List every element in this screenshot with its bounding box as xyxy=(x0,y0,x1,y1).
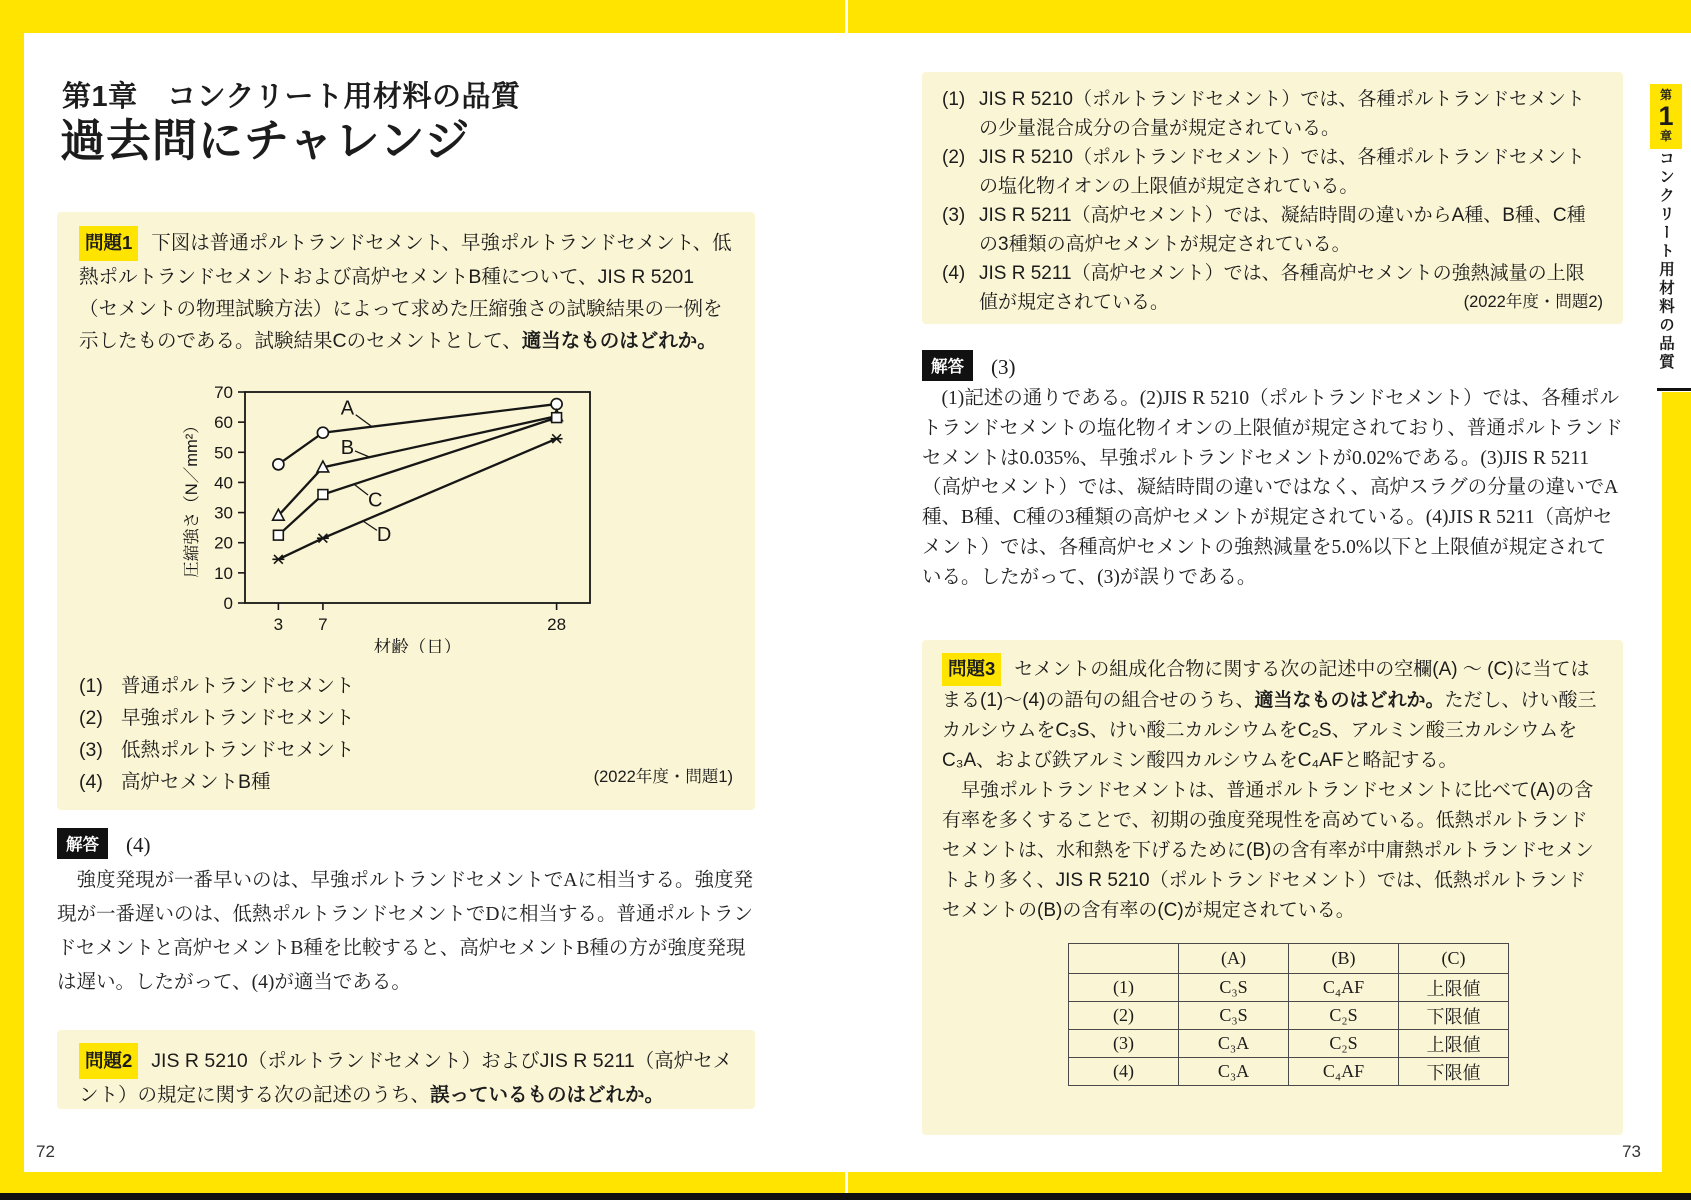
table-cell: C₄AF xyxy=(1289,1058,1399,1086)
table-row xyxy=(1069,1058,1509,1086)
option-item xyxy=(942,143,1603,201)
frame-bottom-edge xyxy=(0,1193,1691,1200)
option-item xyxy=(79,734,354,766)
problem2-source: (2022年度・問題2) xyxy=(1463,293,1603,311)
series-label-B: B xyxy=(340,436,355,459)
sidebar-rule xyxy=(1657,388,1691,391)
table-cell: 下限値 xyxy=(1399,1058,1509,1086)
compressive-strength-chart xyxy=(180,348,610,653)
problem1-statement-text: 下図は普通ポルトランドセメント、早強ポルトランドセメント、低熱ポルトランドセメントおよび高炉セメントB種について、JIS R 5201（セメントの物理試験方法）によって求めた圧縮強さの試験結果の一例を示したものである。試験結果Cのセメントとして、 xyxy=(79,232,732,352)
marker-circle xyxy=(551,399,562,410)
answer2-row xyxy=(922,350,1016,381)
marker-square xyxy=(318,490,328,500)
option-number: (2) xyxy=(942,147,966,168)
marker-circle xyxy=(317,427,328,438)
problem1-statement-emphasis: 適当なものはどれか。 xyxy=(521,330,717,352)
problem2-statement-emphasis: 誤っているものはどれか。 xyxy=(430,1084,665,1106)
table-cell: C₂S xyxy=(1289,1002,1399,1030)
chapter-heading: 第1章 コンクリート用材料の品質 xyxy=(62,81,521,113)
answer1-row xyxy=(57,828,151,859)
problem2-statement xyxy=(79,1043,733,1112)
problem1-statement xyxy=(79,226,733,357)
table-cell: (3) xyxy=(1069,1030,1179,1058)
x-tick-label: 7 xyxy=(318,615,328,634)
page-gutter-bottom xyxy=(845,1172,848,1193)
problem3-statement-pre: セメントの組成化合物に関する次の記述中の空欄(A) ～ (C)に当てはまる(1)～(4)の語句の組合せのうち、 xyxy=(942,659,1590,711)
table-cell: C₄AF xyxy=(1289,974,1399,1002)
problem1-box xyxy=(57,212,755,810)
y-axis-label: 圧縮強さ（N／mm²） xyxy=(183,417,201,578)
option-item xyxy=(79,670,354,702)
y-tick-label: 0 xyxy=(223,594,233,613)
problem2-box xyxy=(57,1030,755,1109)
option-text: JIS R 5211（高炉セメント）では、各種高炉セメントの強熱減量の上限値が規定されている。 xyxy=(979,263,1585,313)
table-cell: 下限値 xyxy=(1399,1002,1509,1030)
series-label-C: C xyxy=(367,489,383,512)
answer2-value: (3) xyxy=(991,355,1016,379)
series-label-leader-D xyxy=(363,521,377,530)
table-cell: C₃A xyxy=(1179,1030,1289,1058)
page-number-left: 72 xyxy=(36,1142,55,1161)
table-header-cell: (C) xyxy=(1399,944,1509,974)
frame-left-band xyxy=(0,0,24,1193)
y-tick-label: 20 xyxy=(214,533,233,553)
table-header-row xyxy=(1069,944,1509,974)
chapter-tab xyxy=(1650,84,1682,149)
option-number: (3) xyxy=(942,205,966,226)
table-cell: (1) xyxy=(1069,974,1179,1002)
table-cell: 上限値 xyxy=(1399,974,1509,1002)
option-text: JIS R 5211（高炉セメント）では、凝結時間の違いからA種、B種、C種の3種類の高炉セメントが規定されている。 xyxy=(979,205,1586,255)
series-label-A: A xyxy=(340,397,355,420)
option-text: 高炉セメントB種 xyxy=(121,771,271,793)
problem2-options-box xyxy=(922,72,1623,324)
chapter-tab-prefix: 第 xyxy=(1659,88,1672,102)
table-header-cell: (A) xyxy=(1179,944,1289,974)
table-cell: (4) xyxy=(1069,1058,1179,1086)
table-header-cell: (B) xyxy=(1289,944,1399,974)
chapter-tab-suffix: 章 xyxy=(1659,128,1672,143)
option-number: (3) xyxy=(79,739,103,761)
table-row xyxy=(1069,1002,1509,1030)
chapter-tab-number: 1 xyxy=(1658,100,1674,131)
series-label-leader-B xyxy=(355,451,370,457)
series-label-D: D xyxy=(376,524,392,547)
option-item xyxy=(942,85,1603,143)
series-label-leader-A xyxy=(356,415,372,427)
table-row xyxy=(1069,974,1509,1002)
option-number: (2) xyxy=(79,707,103,729)
y-tick-label: 70 xyxy=(214,383,233,402)
y-tick-label: 30 xyxy=(214,503,233,523)
y-tick-label: 50 xyxy=(214,443,233,463)
option-number: (1) xyxy=(942,89,966,110)
table-cell: C₃S xyxy=(1179,974,1289,1002)
option-item xyxy=(79,766,354,798)
option-text: JIS R 5210（ポルトランドセメント）では、各種ポルトランドセメントの少量混合成分の合量が規定されている。 xyxy=(979,89,1585,139)
y-tick-label: 60 xyxy=(214,413,233,433)
table-cell: C₂S xyxy=(1289,1030,1399,1058)
option-text: 早強ポルトランドセメント xyxy=(121,707,355,729)
x-tick-label: 3 xyxy=(273,615,284,634)
option-item xyxy=(79,702,354,734)
answer1-label: 解答 xyxy=(57,828,108,859)
option-text: 普通ポルトランドセメント xyxy=(121,675,355,697)
table-cell: 上限値 xyxy=(1399,1030,1509,1058)
chart-svg xyxy=(180,348,610,653)
x-axis-label: 材齢（日） xyxy=(373,637,462,653)
problem3-box xyxy=(922,640,1623,1135)
series-label-leader-C xyxy=(354,484,368,495)
problem2-label: 問題2 xyxy=(79,1043,138,1079)
table-cell: C₃S xyxy=(1179,1002,1289,1030)
answer1-explanation: 強度発現が一番早いのは、早強ポルトランドセメントでAに相当する。強度発現が一番遅いのは、低熱ポルトランドセメントでDに相当する。普通ポルトランドセメントと高炉セメントB種を比較すると、高炉セメントB種の方が強度発現は遅い。したがって、(4)が適当である。 xyxy=(57,870,753,993)
problem3-statement-post: ただし、けい酸三カルシウムをC₃S、けい酸二カルシウムをC₂S、アルミン酸三カルシウムをC₃A、および鉄アルミン酸四カルシウムをC₄AFと略記する。 xyxy=(942,690,1597,771)
table-cell: (2) xyxy=(1069,1002,1179,1030)
problem3-table xyxy=(1068,943,1509,1086)
page-number-right: 73 xyxy=(1622,1142,1641,1161)
problem2-statement-text: JIS R 5210（ポルトランドセメント）およびJIS R 5211（高炉セメント）の規定に関する次の記述のうち、 xyxy=(79,1050,733,1106)
marker-square xyxy=(273,530,283,540)
option-number: (4) xyxy=(942,263,966,284)
frame-right-band xyxy=(1662,392,1691,1172)
problem2-options xyxy=(942,85,1603,317)
table-cell: C₃A xyxy=(1179,1058,1289,1086)
option-number: (1) xyxy=(79,675,103,697)
answer1-value: (4) xyxy=(126,833,151,857)
sidebar-chapter-title: コンクリート用材料の品質 xyxy=(1657,150,1674,372)
table-row xyxy=(1069,1030,1509,1058)
problem3-paragraph2: 早強ポルトランドセメントは、普通ポルトランドセメントに比べて(A)の含有率を多くすることで、初期の強度発現性を高めている。低熱ポルトランドセメントは、水和熱を下げるために(B)の含有率が中庸熱ポルトランドセメントより多く、JIS R 5210（ポルトランドセメント）では、低熱ポルトランドセメントの(B)の含有率の(C)が規定されている。 xyxy=(942,780,1594,921)
problem1-source: (2022年度・問題1) xyxy=(593,768,733,786)
option-number: (4) xyxy=(79,771,103,793)
option-text: JIS R 5210（ポルトランドセメント）では、各種ポルトランドセメントの塩化物イオンの上限値が規定されている。 xyxy=(979,147,1585,197)
answer2-explanation: (1)記述の通りである。(2)JIS R 5210（ポルトランドセメント）では、各種ポルトランドセメントの塩化物イオンの上限値が規定されており、普通ポルトランドセメントは0.035%、早強ポルトランドセメントが0.02%である。(3)JIS R 5211（高炉セメント）では、凝結時間の違いではなく、高炉スラグの分量の違いでA種、B種、C種の3種類の高炉セメントが規定されている。(4)JIS R 5211（高炉セメント）では、各種高炉セメントの強熱減量を5.0%以下と上限値が規定されている。したがって、(3)が誤りである。 xyxy=(922,388,1623,588)
page-gutter-top xyxy=(845,0,848,33)
page-title: 過去問にチャレンジ xyxy=(60,115,471,166)
option-text: 低熱ポルトランドセメント xyxy=(121,739,355,761)
marker-square xyxy=(552,413,562,423)
y-tick-label: 40 xyxy=(214,473,233,493)
x-tick-label: 28 xyxy=(547,615,567,634)
problem1-options xyxy=(79,670,354,798)
option-item xyxy=(942,201,1603,259)
problem3-statement xyxy=(942,653,1603,776)
y-tick-label: 10 xyxy=(214,563,233,583)
marker-circle xyxy=(273,459,284,470)
problem3-label: 問題3 xyxy=(942,653,1001,686)
answer2-label: 解答 xyxy=(922,350,973,381)
problem1-label: 問題1 xyxy=(79,226,138,261)
problem3-statement-emphasis: 適当なものはどれか。 xyxy=(1254,690,1445,711)
table-header-cell xyxy=(1069,944,1179,974)
